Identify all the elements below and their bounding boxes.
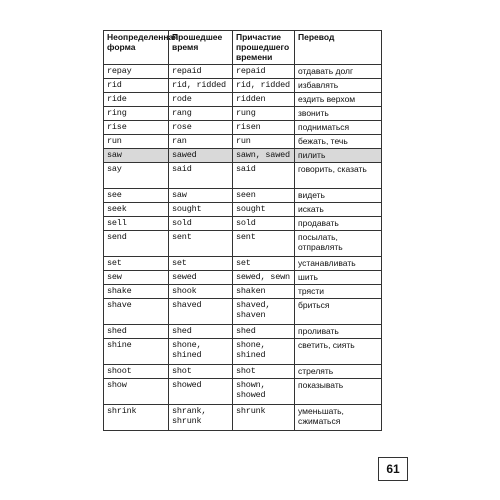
past-simple-cell: saw — [169, 189, 233, 203]
table-row — [104, 339, 382, 365]
table-row — [104, 285, 382, 299]
past-participle-cell: rid, ridded — [233, 79, 295, 93]
infinitive-cell: send — [104, 231, 169, 257]
header-translation: Перевод — [295, 31, 382, 65]
translation-cell: уменьшать, сжиматься — [295, 405, 382, 431]
past-simple-cell: shone, shined — [169, 339, 233, 365]
table-row — [104, 217, 382, 231]
translation-cell: устанавливать — [295, 257, 382, 271]
past-participle-cell: shed — [233, 325, 295, 339]
translation-cell: шить — [295, 271, 382, 285]
past-participle-cell: shown, showed — [233, 379, 295, 405]
past-participle-cell: sought — [233, 203, 295, 217]
table-row — [104, 271, 382, 285]
translation-cell: трясти — [295, 285, 382, 299]
past-participle-cell: sawn, sawed — [233, 149, 295, 163]
table-row — [104, 65, 382, 79]
infinitive-cell: rid — [104, 79, 169, 93]
translation-cell: подниматься — [295, 121, 382, 135]
translation-cell: искать — [295, 203, 382, 217]
past-simple-cell: rose — [169, 121, 233, 135]
past-participle-cell: shaved, shaven — [233, 299, 295, 325]
past-participle-cell: shone, shined — [233, 339, 295, 365]
infinitive-cell: shave — [104, 299, 169, 325]
table-row — [104, 325, 382, 339]
table-row — [104, 231, 382, 257]
past-simple-cell: ran — [169, 135, 233, 149]
table-row — [104, 107, 382, 121]
infinitive-cell: ring — [104, 107, 169, 121]
translation-cell: звонить — [295, 107, 382, 121]
table-row — [104, 257, 382, 271]
infinitive-cell: rise — [104, 121, 169, 135]
translation-cell: посылать, отправлять — [295, 231, 382, 257]
past-participle-cell: ridden — [233, 93, 295, 107]
past-participle-cell: shaken — [233, 285, 295, 299]
past-participle-cell: repaid — [233, 65, 295, 79]
past-simple-cell: sold — [169, 217, 233, 231]
translation-cell: отдавать долг — [295, 65, 382, 79]
irregular-verbs-table — [103, 30, 382, 431]
infinitive-cell: ride — [104, 93, 169, 107]
past-participle-cell: rung — [233, 107, 295, 121]
past-simple-cell: said — [169, 163, 233, 189]
table-row — [104, 93, 382, 107]
translation-cell: бриться — [295, 299, 382, 325]
past-simple-cell: shed — [169, 325, 233, 339]
infinitive-cell: sew — [104, 271, 169, 285]
past-simple-cell: rang — [169, 107, 233, 121]
past-simple-cell: repaid — [169, 65, 233, 79]
translation-cell: стрелять — [295, 365, 382, 379]
table-row — [104, 379, 382, 405]
translation-cell: бежать, течь — [295, 135, 382, 149]
past-simple-cell: sought — [169, 203, 233, 217]
table-row — [104, 149, 382, 163]
past-simple-cell: sewed — [169, 271, 233, 285]
infinitive-cell: shed — [104, 325, 169, 339]
translation-cell: пилить — [295, 149, 382, 163]
translation-cell: проливать — [295, 325, 382, 339]
table-row — [104, 299, 382, 325]
past-participle-cell: set — [233, 257, 295, 271]
past-simple-cell: set — [169, 257, 233, 271]
past-participle-cell: sent — [233, 231, 295, 257]
infinitive-cell: shrink — [104, 405, 169, 431]
past-simple-cell: shrank, shrunk — [169, 405, 233, 431]
past-simple-cell: rode — [169, 93, 233, 107]
past-simple-cell: sawed — [169, 149, 233, 163]
past-simple-cell: showed — [169, 379, 233, 405]
infinitive-cell: shoot — [104, 365, 169, 379]
header-past-simple: Прошедшее время — [169, 31, 233, 65]
past-simple-cell: shot — [169, 365, 233, 379]
past-participle-cell: shot — [233, 365, 295, 379]
table-row — [104, 79, 382, 93]
table-row — [104, 189, 382, 203]
translation-cell: говорить, сказать — [295, 163, 382, 189]
past-participle-cell: shrunk — [233, 405, 295, 431]
translation-cell: избавлять — [295, 79, 382, 93]
infinitive-cell: seek — [104, 203, 169, 217]
past-simple-cell: rid, ridded — [169, 79, 233, 93]
table-row — [104, 203, 382, 217]
table-header-row — [104, 31, 382, 65]
infinitive-cell: set — [104, 257, 169, 271]
table-row — [104, 163, 382, 189]
infinitive-cell: shake — [104, 285, 169, 299]
infinitive-cell: run — [104, 135, 169, 149]
infinitive-cell: show — [104, 379, 169, 405]
infinitive-cell: sell — [104, 217, 169, 231]
page-number: 61 — [378, 457, 408, 481]
translation-cell: ездить верхом — [295, 93, 382, 107]
translation-cell: продавать — [295, 217, 382, 231]
translation-cell: светить, сиять — [295, 339, 382, 365]
past-simple-cell: shook — [169, 285, 233, 299]
past-participle-cell: run — [233, 135, 295, 149]
infinitive-cell: repay — [104, 65, 169, 79]
table-body — [104, 65, 382, 431]
infinitive-cell: see — [104, 189, 169, 203]
past-simple-cell: shaved — [169, 299, 233, 325]
infinitive-cell: saw — [104, 149, 169, 163]
table-row — [104, 365, 382, 379]
past-participle-cell: sewed, sewn — [233, 271, 295, 285]
table-row — [104, 405, 382, 431]
infinitive-cell: say — [104, 163, 169, 189]
past-participle-cell: risen — [233, 121, 295, 135]
header-infinitive: Неопределенная форма — [104, 31, 169, 65]
past-participle-cell: seen — [233, 189, 295, 203]
past-participle-cell: sold — [233, 217, 295, 231]
table-row — [104, 135, 382, 149]
infinitive-cell: shine — [104, 339, 169, 365]
table-row — [104, 121, 382, 135]
past-simple-cell: sent — [169, 231, 233, 257]
translation-cell: показывать — [295, 379, 382, 405]
header-past-participle: Причастие прошедшего времени — [233, 31, 295, 65]
past-participle-cell: said — [233, 163, 295, 189]
translation-cell: видеть — [295, 189, 382, 203]
